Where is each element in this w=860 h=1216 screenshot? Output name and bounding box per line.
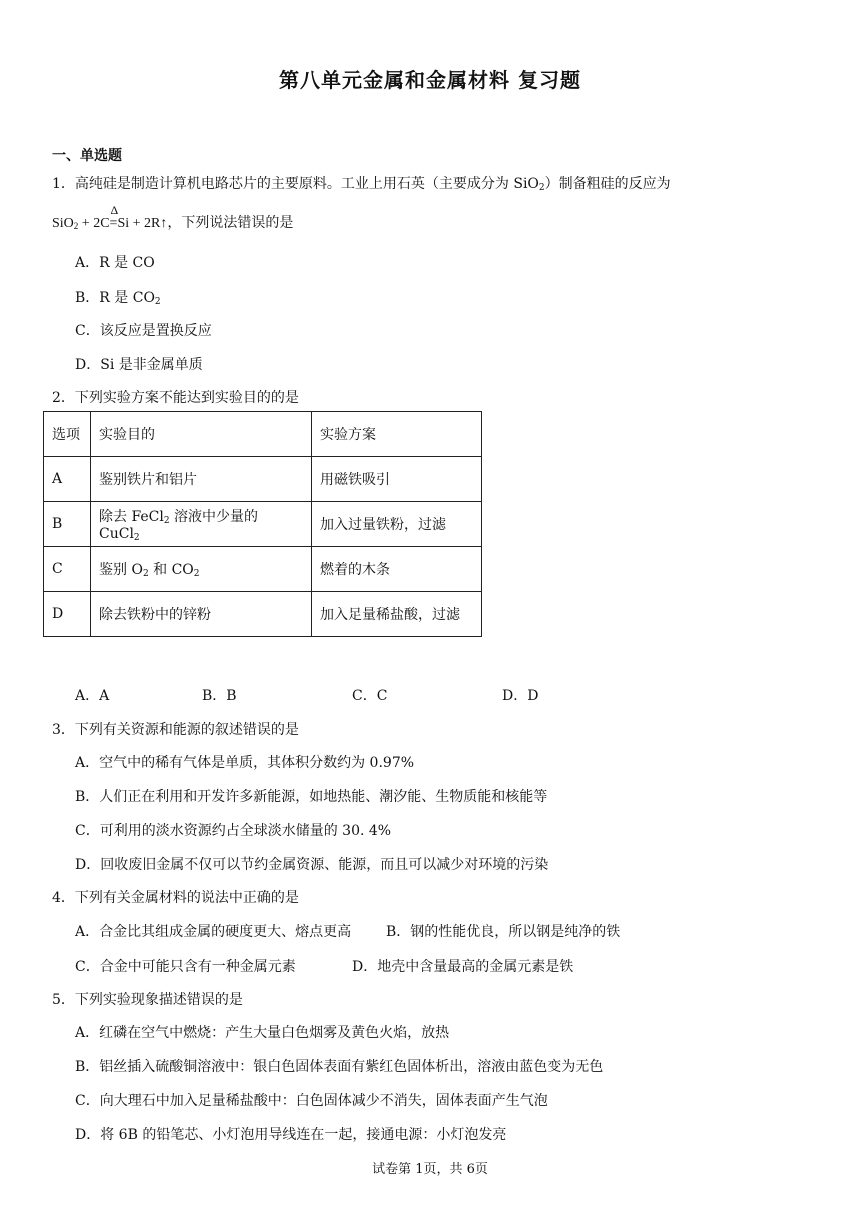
table-cell-option: C (44, 547, 91, 592)
table-cell-option: A (44, 457, 91, 502)
q5-option-c: C．向大理石中加入足量稀盐酸中：白色固体减少不消失，固体表面产生气泡 (75, 1093, 548, 1109)
chemical-equation: SiO$_2$ + 2C Δ =Si + 2R↑ (52, 203, 168, 231)
q4-option-d: D．地壳中含量最高的金属元素是铁 (352, 959, 574, 975)
page-title: 第八单元金属和金属材料 复习题 (279, 68, 581, 92)
q4-option-b: B．钢的性能优良，所以钢是纯净的铁 (386, 924, 621, 940)
table-cell-purpose: 鉴别 $O_2$ 和 $CO_2$ (91, 547, 312, 592)
q2-option-b: B．B (202, 688, 237, 704)
table-cell-option: B (44, 502, 91, 547)
table-cell-plan: 加入足量稀盐酸，过滤 (312, 592, 482, 637)
table-row (44, 592, 482, 637)
table-header-cell: 实验方案 (312, 412, 482, 457)
q1-option-d: D．Si 是非金属单质 (75, 357, 203, 373)
q4-option-a: A．合金比其组成金属的硬度更大、熔点更高 (75, 924, 352, 940)
q1-option-a: A．R 是 CO (75, 255, 155, 271)
question-1-equation-line: SiO$_2$ + 2C Δ =Si + 2R↑，下列说法错误的是 (52, 203, 294, 231)
table-cell-plan: 加入过量铁粉，过滤 (312, 502, 482, 547)
q1-option-c: C．该反应是置换反应 (75, 323, 212, 339)
table-cell-plan: 用磁铁吸引 (312, 457, 482, 502)
table-cell-plan: 燃着的木条 (312, 547, 482, 592)
q3-option-d: D．回收废旧金属不仅可以节约金属资源、能源，而且可以减少对环境的污染 (75, 857, 549, 873)
table-header-cell: 选项 (44, 412, 91, 457)
table-cell-purpose: 除去铁粉中的锌粉 (91, 592, 312, 637)
q3-option-c: C．可利用的淡水资源约占全球淡水储量的 30. 4% (75, 823, 392, 839)
question-1-stem: 1．高纯硅是制造计算机电路芯片的主要原料。工业上用石英（主要成分为 SiO$_2$）制备粗硅的反应为 (52, 176, 671, 193)
q4-option-c: C．合金中可能只含有一种金属元素 (75, 959, 296, 975)
table-cell-purpose: 鉴别铁片和铝片 (91, 457, 312, 502)
section-heading: 一、单选题 (52, 148, 122, 164)
question-2-stem: 2．下列实验方案不能达到实验目的的是 (52, 390, 299, 406)
experiment-table (43, 411, 482, 637)
question-4-stem: 4．下列有关金属材料的说法中正确的是 (52, 890, 299, 906)
q3-option-b: B．人们正在利用和开发许多新能源，如地热能、潮汐能、生物质能和核能等 (75, 789, 548, 805)
table-header-row (44, 412, 482, 457)
table-row (44, 502, 482, 547)
page-footer: 试卷第 1页，共 6页 (372, 1162, 488, 1177)
question-3-stem: 3．下列有关资源和能源的叙述错误的是 (52, 722, 299, 738)
table-header-cell: 实验目的 (91, 412, 312, 457)
q3-option-a: A．空气中的稀有气体是单质，其体积分数约为 0.97% (75, 755, 415, 771)
q5-option-a: A．红磷在空气中燃烧：产生大量白色烟雾及黄色火焰，放热 (75, 1025, 450, 1041)
q5-option-b: B．铝丝插入硫酸铜溶液中：银白色固体表面有紫红色固体析出，溶液由蓝色变为无色 (75, 1059, 604, 1075)
q2-option-a: A．A (75, 688, 110, 704)
table-cell-option: D (44, 592, 91, 637)
table-row (44, 457, 482, 502)
q2-option-d: D．D (502, 688, 539, 704)
question-5-stem: 5．下列实验现象描述错误的是 (52, 992, 243, 1008)
table-cell-purpose: 除去 FeCl$_2$ 溶液中少量的 CuCl$_2$ (91, 502, 312, 547)
q1-option-b: B．R 是 $CO_2$ (75, 290, 161, 307)
heat-condition: Δ = (109, 203, 119, 231)
q2-option-c: C．C (352, 688, 388, 704)
q5-option-d: D．将 6B 的铅笔芯、小灯泡用导线连在一起，接通电源：小灯泡发亮 (75, 1127, 507, 1143)
table-row (44, 547, 482, 592)
